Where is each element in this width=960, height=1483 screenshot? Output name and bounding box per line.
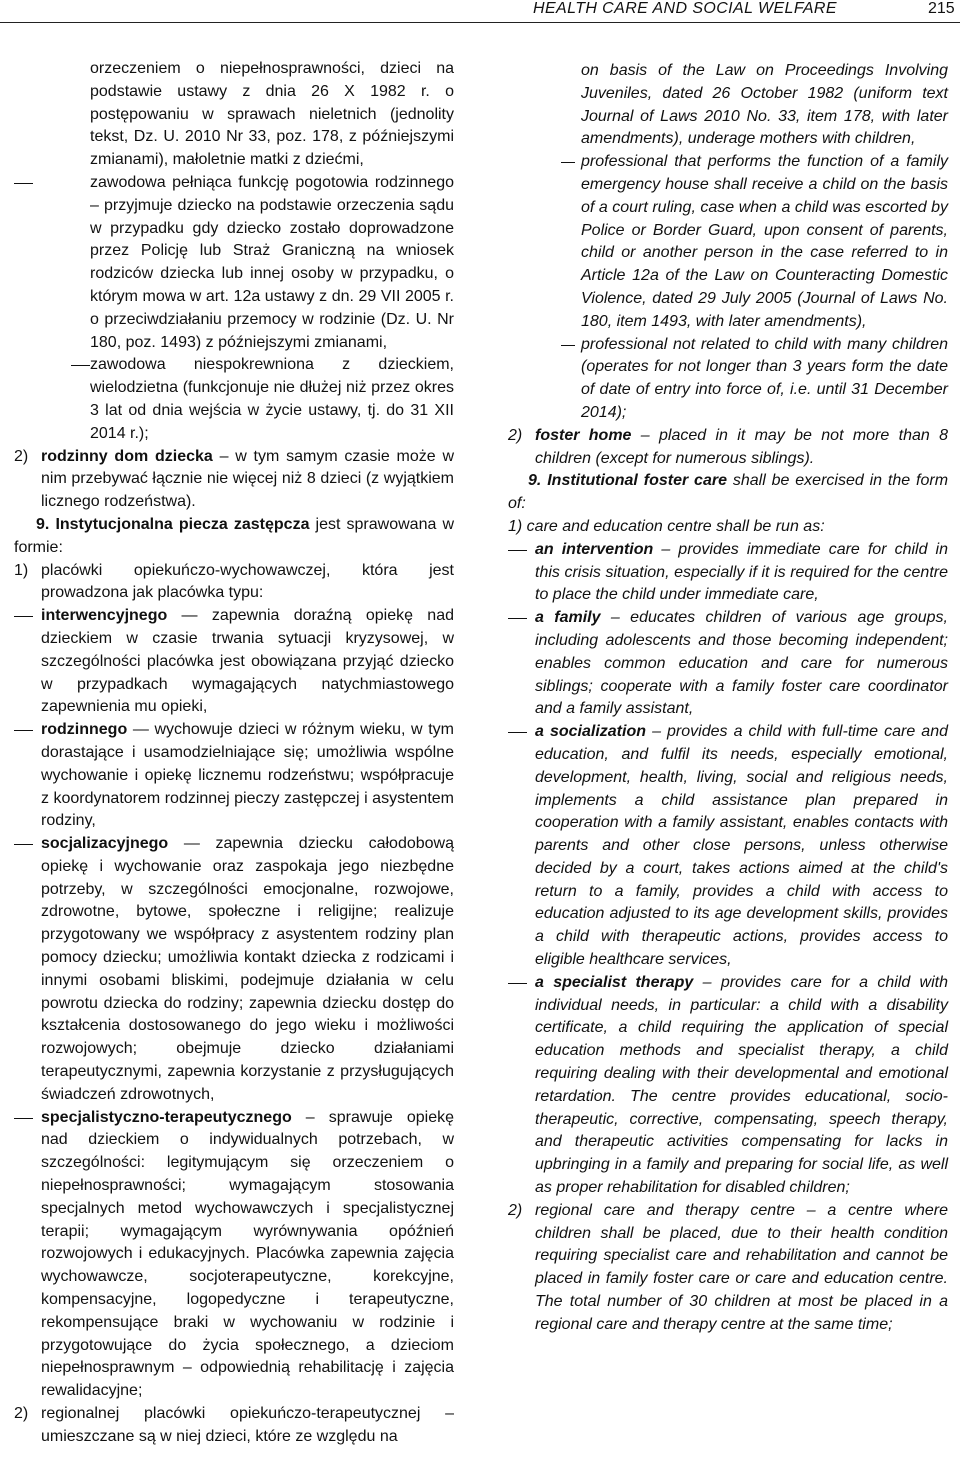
item-label: 2) [14,447,29,465]
term-bold: specjalistyczno-terapeutycznego [41,1108,292,1126]
item-text: – placed in it may be not more than 8 children (except for numerous siblings). [535,426,948,467]
term-bold: socjalizacyjnego [41,835,169,853]
right-item-2b [508,1200,948,1337]
right-dash-intervention [508,539,948,607]
section-text: shall be exercised in the form of: [508,472,949,513]
item-label: 2) [508,426,523,444]
item-text: regional care and therapy centre – a centre where children shall be placed, due to their health condition requiring specialist care and rehabilitation and cannot be placed in family foster care or care and education centre. The total number of 30 children at most be placed in a regional care and therapy centre at the same time; [535,1201,948,1333]
right-dash-text: professional that performs the function of a family emergency house shall receive a child on the basis of a court ruling, case when a child was escorted by Police or Border Guard, upon consent of parents, child or another person in the case referred to in Article 12a of the Law on Counteracting Domestic Violence, dated 29 July 2005 (Journal of Laws No. 180, item 1493, with later amendments), [581,153,948,330]
term-bold: rodzinny dom dziecka [41,447,213,465]
term-bold: a family [535,609,601,627]
left-paragraph-intro: orzeczeniem o niepełnosprawności, dzieci na podstawie ustawy z dnia 26 X 1982 r. o postępowaniu w sprawach nieletnich (jednolity tekst, Dz. U. 2010 Nr 33, poz. 178, z późniejszymi zmianami), małoletnie matki z dziećmi, [90,60,454,169]
right-dash-family [508,607,948,721]
left-dash-text: zawodowa niespokrewniona z dzieckiem, wielodzietna (funkcjonuje nie dłużej niż przez okres 3 lat od dnia wejścia w życie ustawy, tj. do 31 XII 2014 r.); [90,356,454,442]
right-paragraph-intro: on basis of the Law on Proceedings Involving Juveniles, dated 26 October 1982 (uniform text Journal of Laws 2010 No. 33, item 178, with later amendments), underage mothers with children, [581,62,948,148]
left-section-9 [14,514,454,560]
item-text: – educates children of various age groups, including adolescents and those becoming independent; enables common education and care for numerous siblings; cooperate with a family foster care coordinator and a family assistant, [535,609,948,718]
item-text: – provides a child with full-time care and education, and fulfil its needs, especially emotional, development, health, living, social and religious needs, implements a child assistance plan prepared in cooperation with a family assistant, enables contacts with parents and other close persons, unless otherwise decided by a court, takes actions aimed at the child's return to a family, provides a child with access to education adjusted to its age development skills, provides a child with therapeutic actions, provides access to eligible healthcare services, [535,723,948,969]
left-dash-family [14,719,454,833]
right-dash-item-nonrelated [508,334,948,425]
page-header [0,0,960,23]
item-label: 2) [508,1201,523,1219]
dash-marker [14,183,33,184]
item-text: placówki opiekuńczo-wychowawczej, która jest prowadzona jak placówka typu: [41,561,454,602]
dash-marker [561,162,575,163]
item-text: — wychowuje dzieci w różnym wieku, w tym dorastające i usamodzielniające się; umożliwia wspólne wychowanie i opiekę licznemu rodzeństwu; współpracuje z koordynatorem rodzinnej pieczy zastępczej i asystentem rodziny, [41,721,454,830]
right-section-9 [508,470,948,516]
left-item-2b [14,1403,454,1449]
item-text: – provides care for a child with individual needs, in particular: a child with a disability certificate, a child requiring the application of special education methods and specialist therapy, a child requiring dealing with their developmental and emotional retardation. The centre provides educational, socio-therapeutic, corrective, compensating, speech therapy, and therapeutic activities compensating for lacks in upbringing in a family and preparing for social life, as well as proper rehabilitation for disabled children; [535,973,949,1197]
right-dash-specialist [508,972,948,1200]
right-column [508,60,948,1337]
section-number: 9. [528,472,542,490]
term-bold: a specialist therapy [535,973,694,991]
item-text: regionalnej placówki opiekuńczo-terapeutycznej – umieszczane są w niej dzieci, które ze względu na [41,1405,454,1445]
item-text: – w tym samym czasie może w nim przebywać łącznie nie więcej niż 8 dzieci (z wyjątkiem licznego rodzeństwa). [41,447,454,511]
dash-marker [561,345,575,346]
left-dash-item-emergency [14,172,454,354]
item-label: 2) [14,1405,29,1423]
left-column [14,58,454,1449]
item-text: – sprawuje opiekę nad dzieckiem o indywidualnych potrzebach, w szczególności: legitymującym się orzeczeniem o niepełnosprawności; wymagającym stosowania specjalnych metod wychowawczych i specjalistycznej terapii; wymagającym wyrównywania opóźnień rozwojowych i edukacyjnych. Placówka zapewnia zajęcia wychowawcze, socjoterapeutyczne, korekcyjne, kompensacyjne, logopedyczne i terapeutyczne, rekompensujące braki w wychowaniu w rodzinie i przygotowujące do życia społecznego, a dzieciom niepełnosprawnym – odpowiednią rehabilitację i zajęcia rewalidacyjne; [41,1108,454,1400]
right-item-2 [508,425,948,471]
section-term: Institutional foster care [547,472,727,490]
item-text: – provides immediate care for child in this crisis situation, especially if it is required for the centre to place the child under immediate care, [535,540,949,604]
term-bold: an intervention [535,540,654,558]
right-dash-socialization [508,721,948,972]
section-text: jest sprawowana w formie: [14,515,455,556]
left-dash-item-nonrelated [14,354,454,445]
term-bold: interwencyjnego [41,607,168,625]
section-number: 9. [36,515,50,533]
item-label: 1) [14,561,29,579]
section-term: Instytucjonalna piecza zastępcza [55,515,310,533]
item-text: — zapewnia doraźną opiekę nad dzieckiem w czasie trwania sytuacji kryzysowej, w szczególności placówka jest obowiązana przyjąć dziecko w przypadkach wymagających natychmiastowego zapewnienia mu opieki, [41,607,454,716]
item-text: — zapewnia dziecku całodobową opiekę i wychowanie oraz zaspokaja jego niezbędne potrzeby, w szczególności emocjonalne, rozwojowe, zdrowotne, bytowe, społeczne i religijne; realizuje przygotowany we współpracy z asystentem rodziny plan pomocy dziecku; umożliwia kontakt dziecka z rodzicami i innymi osobami bliskimi, podejmuje działania w celu powrotu dziecka do rodziny; zapewnia dziecku dostęp do kształcenia dostosowanego do jego wieku i możliwości rozwojowych; obejmuje dziecko działaniami terapeutycznymi, zapewnia korzystanie z przysługujących świadczeń zdrowotnych, [41,835,454,1103]
page-number: 215 [928,0,955,17]
left-dash-specialist [14,1107,454,1403]
term-bold: rodzinnego [41,721,128,739]
left-item-1 [14,560,454,606]
right-item-1: 1) care and education centre shall be run as: [508,517,825,535]
running-title: HEALTH CARE AND SOCIAL WELFARE [533,0,837,17]
left-dash-text: zawodowa pełniąca funkcję pogotowia rodzinnego – przyjmuje dziecko na podstawie orzeczenia sądu w przypadku gdy dziecko zostało doprowadzone przez Policję lub Straż Graniczną na wniosek rodziców dziecka lub innej osoby w przypadku, o którym mowa w art. 12a ustawy z dn. 29 VII 2005 r. o przeciwdziałaniu przemocy w rodzinie (Dz. U. Nr 180, poz. 1493) z późniejszymi zmianami, [90,173,454,351]
left-dash-socialization [14,833,454,1107]
term-bold: foster home [535,426,632,444]
right-dash-item-emergency [508,151,948,333]
right-dash-text: professional not related to child with many children (operates for not longer than 3 years form the date of date of entry into force of, i.e. until 31 December 2014); [581,335,948,421]
left-dash-intervention [14,605,454,719]
term-bold: a socialization [535,723,646,741]
left-item-2 [14,446,454,514]
